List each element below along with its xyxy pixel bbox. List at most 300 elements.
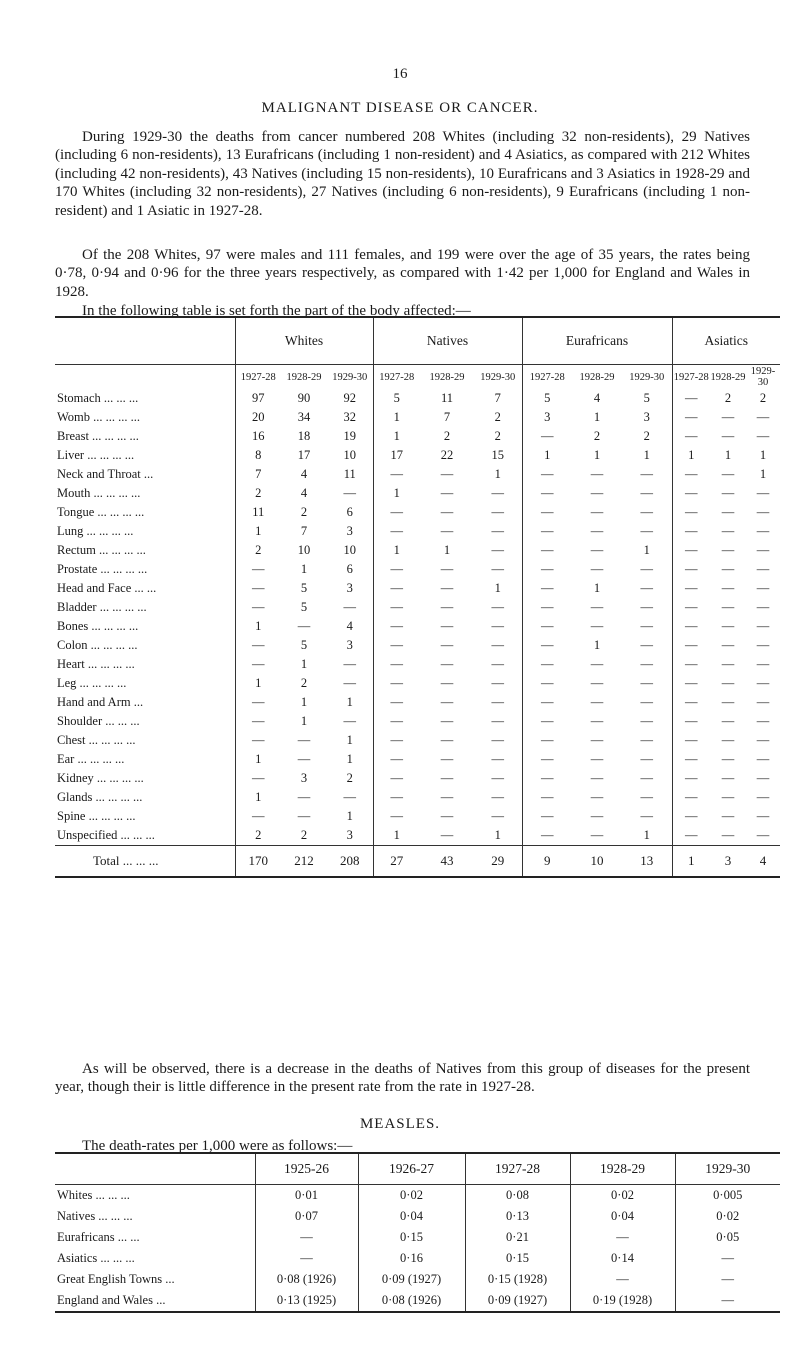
table-cell: 7 [443, 410, 451, 424]
table-row [55, 446, 780, 465]
table-cell: 2 [235, 484, 281, 503]
table-cell: — [672, 712, 710, 731]
year-header: 1927-28 [373, 365, 420, 390]
table-cell: 5 [300, 600, 308, 614]
table-row [55, 484, 780, 503]
year-header: 1927-28 [672, 365, 710, 390]
table-row [55, 731, 780, 750]
table-cell: — [672, 731, 710, 750]
table-cell: 10 [343, 448, 356, 462]
measles-column-header: 1927-28 [465, 1153, 570, 1185]
table-cell: 2 [346, 771, 353, 785]
table-cell: — [756, 771, 770, 785]
measles-row [55, 1185, 780, 1207]
table-row [55, 503, 780, 522]
table-cell: — [590, 714, 604, 728]
measles-column-header: 1929-30 [675, 1153, 780, 1185]
measles-cell: 0·02 [358, 1185, 465, 1207]
table-cell: — [522, 465, 572, 484]
measles-cell: 0·01 [255, 1185, 358, 1207]
table-cell: — [590, 771, 604, 785]
table-cell: — [235, 731, 281, 750]
table-cell: — [297, 752, 311, 766]
table-cell: — [590, 524, 604, 538]
table-cell: — [491, 505, 504, 519]
row-label: Mouth ... ... ... ... [57, 486, 141, 500]
table-cell: — [590, 657, 604, 671]
table-cell: — [522, 788, 572, 807]
table-cell: — [672, 465, 710, 484]
table-cell: — [756, 790, 770, 804]
table-cell: 3 [346, 828, 353, 842]
table-cell: — [756, 619, 770, 633]
table-cell: — [672, 769, 710, 788]
year-header: 1929-30 [622, 365, 672, 390]
table-cell: — [590, 809, 604, 823]
table-cell: 1 [593, 581, 601, 595]
table-cell: — [672, 788, 710, 807]
table-cell: — [721, 410, 735, 424]
cancer-table-intro-text: In the following table is set forth the part of the body affected:— [82, 303, 471, 319]
table-cell: 3 [346, 581, 353, 595]
table-cell: 1 [300, 657, 308, 671]
year-header: 1928-29 [420, 365, 474, 390]
measles-header-row [55, 1153, 780, 1185]
table-cell: — [640, 657, 653, 671]
table-cell: 1 [373, 484, 420, 503]
total-cell: 208 [327, 846, 373, 878]
measles-row-label: Great English Towns ... [57, 1272, 175, 1286]
table-cell: 5 [373, 389, 420, 408]
cancer-paragraph-1-text: During 1929-30 the deaths from cancer numbered 208 Whites (including 32 non-residents), 29 Natives (including 6 non-residents), 13 Eurafricans (including 1 non-resident) and 4 Asiatics, as compared with 212 Whites (including 42 non-residents), 43 Natives (including 15 non-residents), 10 Eurafricans and 3 Asiatics in 1928-29 and 170 Whites (including 32 non-residents), 27 Natives (including 6 non-residents), 9 Eurafricans (including 1 non-resident) and 1 Asiatic in 1927-28. [55, 129, 750, 219]
table-cell: 3 [522, 408, 572, 427]
table-cell: — [440, 562, 454, 576]
table-row [55, 427, 780, 446]
table-cell: — [640, 619, 653, 633]
table-cell: — [491, 562, 504, 576]
table-cell: — [672, 541, 710, 560]
measles-column-header: 1926-27 [358, 1153, 465, 1185]
table-cell: — [721, 752, 735, 766]
measles-cell: — [570, 1227, 675, 1248]
table-cell: — [756, 524, 770, 538]
measles-cell: 0·04 [570, 1206, 675, 1227]
table-cell: — [640, 733, 653, 747]
table-cell: — [721, 467, 735, 481]
table-cell: — [297, 790, 311, 804]
table-cell: 3 [643, 410, 650, 424]
measles-cell: 0·13 (1925) [255, 1290, 358, 1312]
table-cell: — [590, 562, 604, 576]
table-cell: 2 [300, 505, 308, 519]
cancer-corner-cell [55, 317, 235, 365]
measles-row-label: England and Wales ... [57, 1293, 166, 1307]
table-cell: 92 [343, 391, 356, 405]
row-label: Womb ... ... ... ... [57, 410, 141, 424]
measles-cell: — [255, 1227, 358, 1248]
table-cell: — [440, 676, 454, 690]
total-cell: 9 [522, 846, 572, 878]
table-cell: 10 [343, 543, 356, 557]
table-cell: — [522, 541, 572, 560]
total-cell: 27 [373, 846, 420, 878]
measles-cell: 0·02 [675, 1206, 780, 1227]
table-cell: — [522, 617, 572, 636]
row-label: Shoulder ... ... ... [57, 714, 140, 728]
measles-cell: 0·08 (1926) [358, 1290, 465, 1312]
table-cell: 2 [443, 429, 451, 443]
table-cell: — [721, 695, 735, 709]
row-label: Bones ... ... ... ... [57, 619, 139, 633]
table-cell: — [235, 598, 281, 617]
table-cell: — [590, 676, 604, 690]
table-cell: — [491, 486, 504, 500]
table-cell: — [672, 522, 710, 541]
table-cell: 1 [643, 543, 650, 557]
total-cell: 10 [572, 846, 622, 878]
table-cell: 2 [643, 429, 650, 443]
table-cell: — [522, 731, 572, 750]
measles-cell: 0·15 (1928) [465, 1269, 570, 1290]
row-label: Unspecified ... ... ... [57, 828, 155, 842]
table-cell: — [640, 695, 653, 709]
table-row [55, 693, 780, 712]
cancer-table-body [55, 389, 780, 877]
table-row [55, 522, 780, 541]
table-cell: — [235, 769, 281, 788]
cancer-table [55, 316, 780, 878]
table-cell: — [721, 714, 735, 728]
measles-column-header: 1925-26 [255, 1153, 358, 1185]
table-cell: — [491, 543, 504, 557]
table-cell: — [373, 674, 420, 693]
table-cell: — [440, 505, 454, 519]
measles-table-body [55, 1185, 780, 1313]
measles-row [55, 1248, 780, 1269]
cancer-heading: MALIGNANT DISEASE OR CANCER. [261, 100, 539, 116]
table-cell: 1 [643, 448, 650, 462]
measles-column-header: 1928-29 [570, 1153, 675, 1185]
table-cell: — [672, 598, 710, 617]
row-label: Tongue ... ... ... ... [57, 505, 145, 519]
table-cell: — [491, 790, 504, 804]
table-cell: — [440, 828, 454, 842]
table-cell: 1 [593, 638, 601, 652]
table-cell: 4 [300, 486, 308, 500]
row-label: Lung ... ... ... ... [57, 524, 134, 538]
table-cell: 17 [297, 448, 311, 462]
table-cell: — [373, 503, 420, 522]
table-cell: 1 [724, 448, 732, 462]
measles-row [55, 1206, 780, 1227]
table-cell: — [491, 809, 504, 823]
table-cell: 20 [235, 408, 281, 427]
table-cell: 15 [491, 448, 504, 462]
table-cell: — [373, 636, 420, 655]
measles-cell: — [255, 1248, 358, 1269]
measles-cell: 0·07 [255, 1206, 358, 1227]
table-cell: — [373, 807, 420, 826]
table-cell: — [590, 619, 604, 633]
table-cell: — [721, 638, 735, 652]
table-cell: — [440, 790, 454, 804]
total-cell: 4 [746, 846, 780, 878]
table-cell: — [721, 790, 735, 804]
total-cell: 43 [420, 846, 474, 878]
row-label: Leg ... ... ... ... [57, 676, 127, 690]
table-cell: 1 [494, 467, 501, 481]
measles-heading: MEASLES. [359, 1116, 441, 1132]
table-cell: — [640, 467, 653, 481]
table-cell: 1 [300, 714, 308, 728]
measles-cell: 0·09 (1927) [465, 1290, 570, 1312]
year-header: 1929-30 [327, 365, 373, 390]
table-cell: — [640, 752, 653, 766]
total-row [55, 846, 780, 878]
measles-cell: 0·13 [465, 1206, 570, 1227]
row-label: Chest ... ... ... ... [57, 733, 136, 747]
table-cell: — [235, 807, 281, 826]
table-cell: 1 [346, 695, 353, 709]
table-cell: — [522, 579, 572, 598]
table-cell: — [373, 693, 420, 712]
table-cell: 1 [759, 467, 767, 481]
table-cell: 34 [297, 410, 311, 424]
row-label: Ear ... ... ... ... [57, 752, 125, 766]
table-cell: — [672, 636, 710, 655]
table-row [55, 674, 780, 693]
table-cell: — [590, 505, 604, 519]
measles-cell: 0·04 [358, 1206, 465, 1227]
year-header-row [55, 365, 780, 390]
table-cell: — [440, 771, 454, 785]
table-cell: — [373, 655, 420, 674]
table-cell: — [440, 486, 454, 500]
table-cell: — [491, 676, 504, 690]
table-cell: — [721, 619, 735, 633]
table-cell: 1 [494, 581, 501, 595]
table-cell: 5 [300, 638, 308, 652]
table-cell: — [721, 733, 735, 747]
page-number: 16 [392, 66, 408, 82]
table-cell: — [343, 676, 356, 690]
table-cell: 1 [346, 752, 353, 766]
table-cell: — [756, 600, 770, 614]
table-cell: — [590, 733, 604, 747]
table-cell: 7 [235, 465, 281, 484]
row-label: Spine ... ... ... ... [57, 809, 136, 823]
measles-cell: 0·02 [570, 1185, 675, 1207]
table-cell: — [522, 636, 572, 655]
table-cell: — [297, 809, 311, 823]
table-cell: — [440, 809, 454, 823]
table-cell: — [721, 771, 735, 785]
table-cell: — [756, 543, 770, 557]
table-cell: — [373, 788, 420, 807]
table-cell: — [590, 600, 604, 614]
table-cell: 1 [235, 522, 281, 541]
table-cell: 5 [522, 389, 572, 408]
table-cell: — [522, 826, 572, 846]
table-cell: — [522, 750, 572, 769]
table-cell: 1 [346, 733, 353, 747]
table-cell: — [373, 598, 420, 617]
table-cell: — [373, 522, 420, 541]
measles-cell: 0·005 [675, 1185, 780, 1207]
year-header: 1929-30 [474, 365, 522, 390]
table-cell: — [721, 657, 735, 671]
table-cell: — [721, 524, 735, 538]
table-cell: — [721, 562, 735, 576]
measles-cell: 0·05 [675, 1227, 780, 1248]
table-cell: 6 [346, 505, 353, 519]
table-cell: — [640, 581, 653, 595]
table-cell: 1 [235, 788, 281, 807]
table-row [55, 769, 780, 788]
table-cell: 2 [235, 826, 281, 846]
table-row [55, 655, 780, 674]
row-label: Rectum ... ... ... ... [57, 543, 146, 557]
table-cell: — [640, 562, 653, 576]
table-cell: 2 [300, 676, 308, 690]
table-cell: — [235, 655, 281, 674]
table-cell: — [590, 467, 604, 481]
table-cell: — [343, 486, 356, 500]
cancer-closing-paragraph-text: As will be observed, there is a decrease in the deaths of Natives from this group of diseases for the present year, though their is little difference in the present rate from the rate in 1927-28. [55, 1061, 750, 1096]
table-row [55, 750, 780, 769]
table-cell: — [373, 579, 420, 598]
table-cell: — [721, 809, 735, 823]
table-cell: 10 [297, 543, 311, 557]
measles-row [55, 1290, 780, 1312]
table-cell: — [672, 826, 710, 846]
measles-row-label: Eurafricans ... ... [57, 1230, 140, 1244]
table-cell: 16 [235, 427, 281, 446]
table-row [55, 807, 780, 826]
measles-cell: 0·15 [358, 1227, 465, 1248]
table-cell: 97 [235, 389, 281, 408]
measles-cell: 0·08 [465, 1185, 570, 1207]
table-cell: — [373, 465, 420, 484]
table-cell: — [343, 600, 356, 614]
table-cell: 4 [593, 391, 601, 405]
table-cell: — [522, 769, 572, 788]
table-cell: — [440, 600, 454, 614]
measles-cell: — [675, 1248, 780, 1269]
group-header-natives: Natives [373, 317, 522, 365]
cancer-closing-paragraph [55, 1060, 750, 1097]
table-cell: — [522, 693, 572, 712]
table-row [55, 579, 780, 598]
measles-cell: 0·21 [465, 1227, 570, 1248]
table-cell: — [756, 486, 770, 500]
table-cell: 1 [300, 562, 308, 576]
table-cell: — [756, 410, 770, 424]
table-cell: — [522, 674, 572, 693]
table-cell: — [721, 486, 735, 500]
measles-corner-cell [55, 1153, 255, 1185]
table-cell: — [721, 429, 735, 443]
table-cell: 11 [235, 503, 281, 522]
table-cell: — [640, 524, 653, 538]
row-label: Stomach ... ... ... [57, 391, 139, 405]
table-cell: 1 [593, 410, 601, 424]
table-cell: — [522, 807, 572, 826]
measles-cell: — [675, 1290, 780, 1312]
row-label: Liver ... ... ... ... [57, 448, 135, 462]
table-cell: 1 [373, 826, 420, 846]
table-cell: — [756, 657, 770, 671]
table-cell: 7 [300, 524, 308, 538]
table-cell: 1 [593, 448, 601, 462]
table-row [55, 712, 780, 731]
table-cell: — [756, 695, 770, 709]
table-cell: 18 [297, 429, 311, 443]
table-cell: — [297, 619, 311, 633]
table-cell: — [756, 562, 770, 576]
table-cell: — [721, 828, 735, 842]
table-cell: 5 [643, 391, 650, 405]
table-cell: — [235, 579, 281, 598]
table-row [55, 598, 780, 617]
table-cell: — [373, 731, 420, 750]
table-cell: — [756, 505, 770, 519]
table-cell: 2 [300, 828, 308, 842]
measles-row-label: Asiatics ... ... ... [57, 1251, 135, 1265]
row-label: Prostate ... ... ... ... [57, 562, 148, 576]
table-cell: — [235, 560, 281, 579]
table-cell: — [440, 524, 454, 538]
row-label: Colon ... ... ... ... [57, 638, 138, 652]
total-cell: 3 [710, 846, 746, 878]
table-cell: — [235, 693, 281, 712]
table-cell: 1 [373, 541, 420, 560]
table-cell: — [640, 714, 653, 728]
measles-row-label: Whites ... ... ... [57, 1188, 130, 1202]
table-cell: 22 [440, 448, 454, 462]
table-cell: 3 [346, 638, 353, 652]
measles-cell: 0·19 (1928) [570, 1290, 675, 1312]
table-cell: — [522, 503, 572, 522]
table-cell: — [756, 828, 770, 842]
table-cell: 4 [346, 619, 353, 633]
table-cell: — [672, 389, 710, 408]
table-cell: — [373, 712, 420, 731]
table-cell: — [721, 581, 735, 595]
table-cell: — [491, 714, 504, 728]
table-cell: 7 [494, 391, 501, 405]
table-cell: 1 [373, 427, 420, 446]
table-cell: 11 [343, 467, 356, 481]
table-cell: — [440, 695, 454, 709]
measles-table [55, 1152, 780, 1313]
table-cell: 1 [522, 446, 572, 465]
table-cell: — [672, 408, 710, 427]
table-row [55, 788, 780, 807]
table-cell: — [640, 809, 653, 823]
table-cell: — [756, 733, 770, 747]
table-row [55, 560, 780, 579]
table-cell: 4 [300, 467, 308, 481]
table-row [55, 617, 780, 636]
table-cell: — [640, 771, 653, 785]
table-cell: — [373, 750, 420, 769]
table-cell: — [672, 427, 710, 446]
measles-row-label: Natives ... ... ... [57, 1209, 133, 1223]
table-cell: — [343, 790, 356, 804]
table-cell: — [590, 828, 604, 842]
table-cell: — [721, 676, 735, 690]
